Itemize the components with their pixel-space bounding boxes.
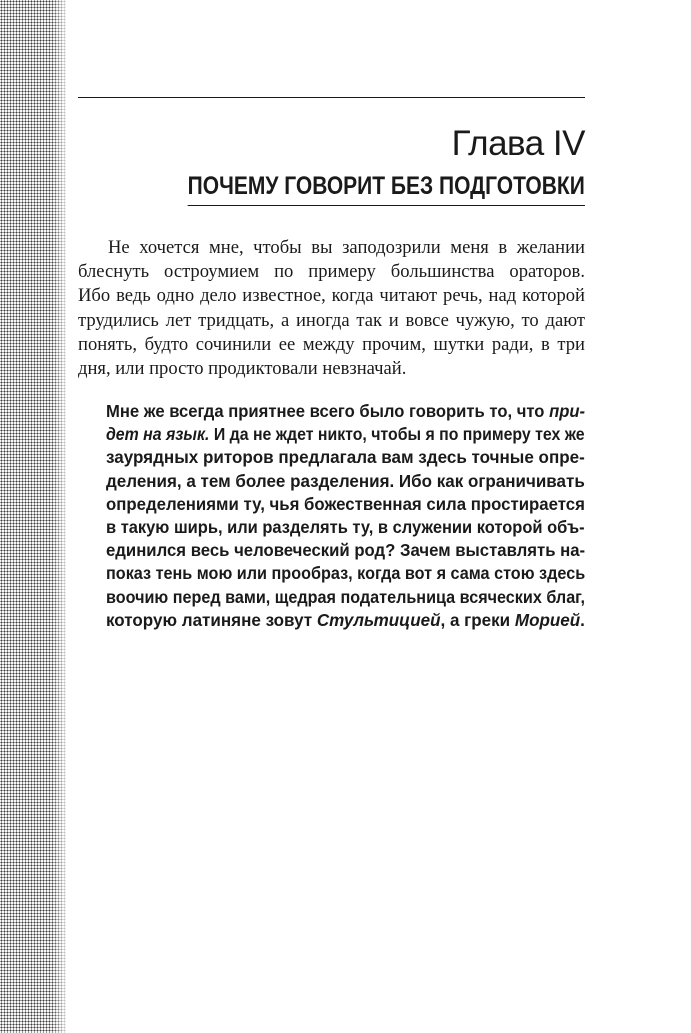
- text-line: единился весь человеческий род? Зачем выставлять на-: [106, 540, 586, 561]
- chapter-title: ПОЧЕМУ ГОВОРИТ БЕЗ ПОДГОТОВКИ: [188, 172, 585, 206]
- chapter-number: Глава IV: [451, 124, 585, 163]
- paragraph-regular: [78, 236, 585, 381]
- text-line: трудились лет тридцать, а иногда так и вовсе чужую, то дают: [78, 309, 585, 331]
- page-edge-fade: [52, 0, 68, 1033]
- top-rule: [78, 97, 585, 98]
- text-run: Мне же всегда приятнее всего было говорить то, что: [106, 401, 550, 421]
- text-line: определениями ту, чья божественная сила простирается: [106, 493, 585, 514]
- text-run-italic: Стультицией: [316, 609, 441, 630]
- text-run: .: [580, 609, 585, 630]
- text-run: которую латиняне зовут: [106, 609, 317, 630]
- text-line: [106, 400, 586, 423]
- text-line: понять, будто сочинили ее между прочим, шутки ради, в три: [78, 333, 585, 355]
- text-run: И да не ждет никто, чтобы я по примеру тех же: [209, 424, 585, 445]
- text-line: показ тень мою или прообраз, когда вот я сама стою здесь: [106, 563, 586, 584]
- text-line: [106, 423, 585, 446]
- text-line: Не хочется мне, чтобы вы заподозрили меня в желании: [108, 237, 585, 258]
- text-line: в такую ширь, или разделять ту, в служении которой объ-: [106, 517, 585, 538]
- text-line: воочию перед вами, щедрая подательница всяческих благ,: [106, 586, 586, 607]
- text-run-italic: Морией: [514, 609, 581, 630]
- text-line: блеснуть остроумием по примеру большинства ораторов.: [78, 261, 585, 283]
- text-run-italic: при-: [549, 401, 586, 421]
- text-line: дня, или просто продиктовали невзначай.: [78, 358, 407, 380]
- text-line: [106, 609, 585, 632]
- text-line: заурядных риторов предлагала вам здесь точные опре-: [106, 447, 585, 468]
- text-run: , а греки: [440, 609, 515, 630]
- text-line: Ибо ведь одно дело известное, когда читают речь, над которой: [78, 285, 585, 307]
- text-line: деления, а тем более разделения. Ибо как ограничивать: [106, 470, 585, 491]
- paragraph-bold: [106, 400, 585, 632]
- text-run-italic: дет на язык.: [106, 424, 210, 445]
